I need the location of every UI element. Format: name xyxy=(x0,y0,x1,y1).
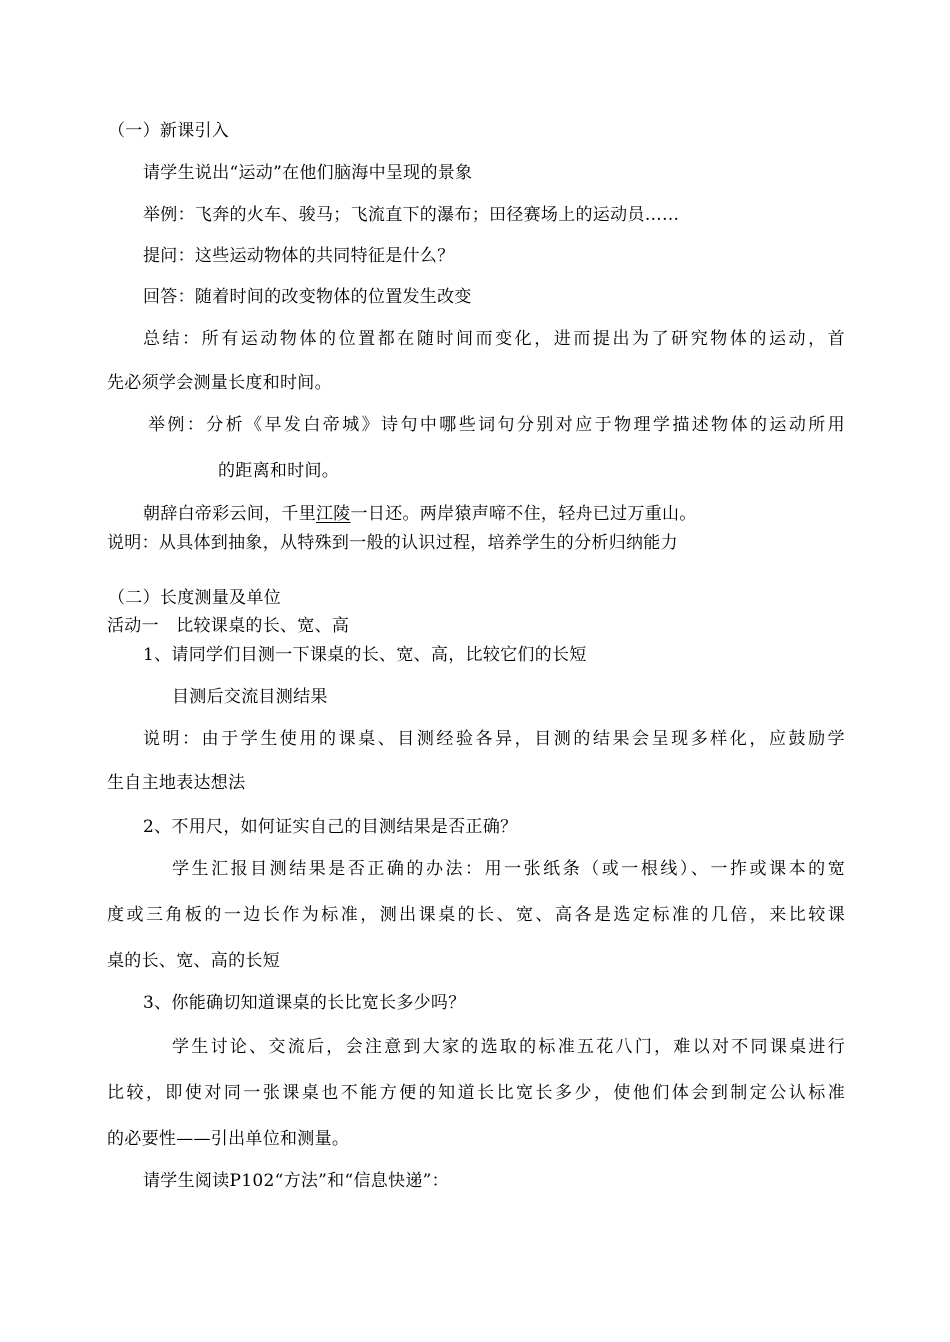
explanation-line: 说明：从具体到抽象，从特殊到一般的认识过程，培养学生的分析归纳能力 xyxy=(107,533,678,553)
question-3-answer-2: 比较，即使对同一张课桌也不能方便的知道长比宽长多少，使他们体会到制定公认标准 xyxy=(107,1083,845,1103)
question-2-answer-1: 学生汇报目测结果是否正确的办法：用一张纸条（或一根线）、一拃或课本的宽 xyxy=(172,859,845,879)
question-2-answer-2: 度或三角板的一边长作为标准，测出课桌的长、宽、高各是选定标准的几倍，来比较课 xyxy=(107,905,845,925)
poem-underlined-place: 江陵 xyxy=(316,504,351,524)
question-2-answer-3: 桌的长、宽、高的长短 xyxy=(107,951,280,971)
note-line-1: 说明：由于学生使用的课桌、目测经验各异，目测的结果会呈现多样化，应鼓励学 xyxy=(143,729,845,749)
poem-part-1: 朝辞白帝彩云间，千里 xyxy=(143,504,316,524)
question-3-answer-3: 的必要性——引出单位和测量。 xyxy=(107,1129,350,1149)
poem-line xyxy=(143,503,697,525)
example-line: 举例：飞奔的火车、骏马；飞流直下的瀑布；田径赛场上的运动员…… xyxy=(143,205,680,225)
answer-line: 回答：随着时间的改变物体的位置发生改变 xyxy=(143,287,472,307)
question-line: 提问：这些运动物体的共同特征是什么？ xyxy=(143,246,455,266)
poem-part-2: 一日还。两岸猿声啼不住，轻舟已过万重山。 xyxy=(350,504,697,524)
poem-example-line-2: 的距离和时间。 xyxy=(218,461,340,481)
question-3-answer-1: 学生讨论、交流后，会注意到大家的选取的标准五花八门，难以对不同课桌进行 xyxy=(172,1037,845,1057)
note-line-2: 生自主地表达想法 xyxy=(107,773,246,793)
poem-example-line-1: 举例：分析《早发白帝城》诗句中哪些词句分别对应于物理学描述物体的运动所用 xyxy=(148,415,845,435)
question-2: 2、不用尺，如何证实自己的目测结果是否正确？ xyxy=(143,817,518,837)
reading-instruction: 请学生阅读P102“方法”和“信息快递”： xyxy=(143,1171,449,1191)
activity-title: 活动一 比较课桌的长、宽、高 xyxy=(107,616,350,636)
summary-line-2: 先必须学会测量长度和时间。 xyxy=(107,373,332,393)
section2-heading: （二）长度测量及单位 xyxy=(108,588,281,608)
summary-line-1: 总结：所有运动物体的位置都在随时间而变化，进而提出为了研究物体的运动，首 xyxy=(143,329,845,349)
question-3: 3、你能确切知道课桌的长比宽长多少吗？ xyxy=(143,993,466,1013)
question-1: 1、请同学们目测一下课桌的长、宽、高，比较它们的长短 xyxy=(143,645,587,665)
prompt-line: 请学生说出“运动”在他们脑海中呈现的景象 xyxy=(143,163,473,183)
question-1-detail: 目测后交流目测结果 xyxy=(172,687,328,707)
section1-heading: （一）新课引入 xyxy=(108,121,230,141)
